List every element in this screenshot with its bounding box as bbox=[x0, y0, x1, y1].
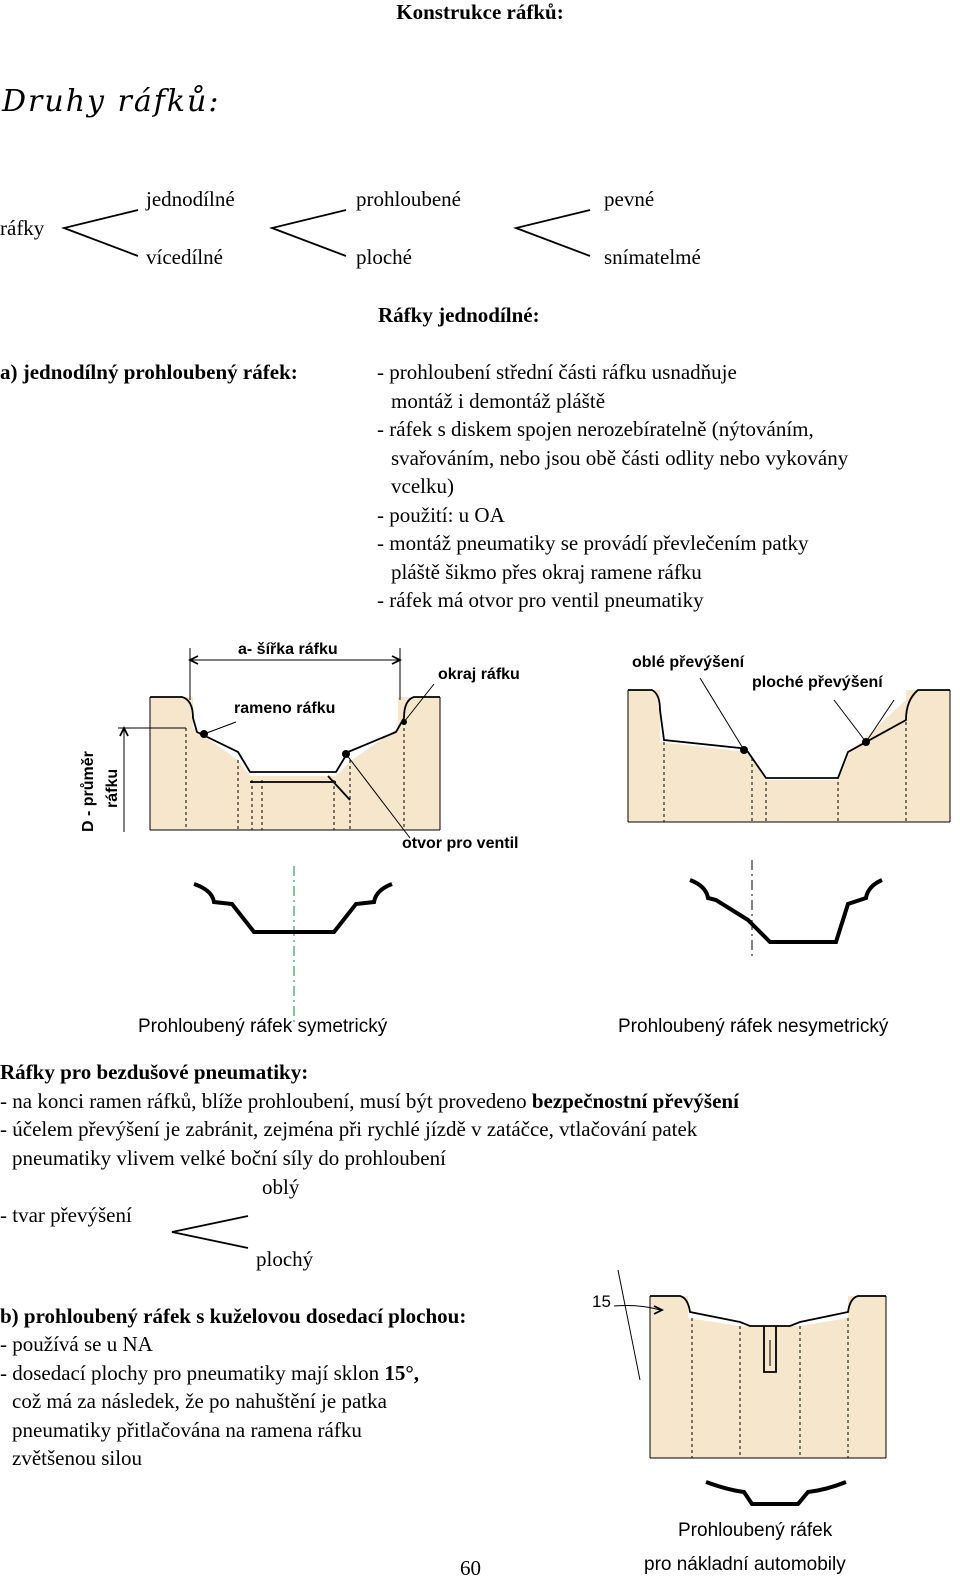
classification-item: prohloubené bbox=[356, 187, 461, 211]
label-flat-hump: ploché převýšení bbox=[752, 674, 883, 691]
text-line bbox=[0, 1361, 419, 1386]
section-b-heading: b) prohloubený ráfek s kuželovou dosedací plochou: bbox=[0, 1304, 467, 1328]
label-rim-width: a- šířka ráfku bbox=[238, 641, 338, 658]
label-round-hump: oblé převýšení bbox=[632, 654, 745, 671]
text-span: - na konci ramen ráfků, blíže prohloubení, musí být provedeno bbox=[0, 1089, 532, 1113]
text-line: pláště šikmo přes okraj ramene ráfku bbox=[391, 560, 702, 584]
text-line: pneumatiky přitlačována na ramena ráfku bbox=[12, 1418, 362, 1442]
shape-option: plochý bbox=[256, 1247, 314, 1271]
text-line: - účelem převýšení je zabránit, zejména při rychlé jízdě v zatáčce, vtlačování patek bbox=[0, 1117, 698, 1141]
caption-truck-2: pro nákladní automobily bbox=[644, 1554, 846, 1575]
text-line: zvětšenou silou bbox=[12, 1446, 143, 1470]
shape-option: oblý bbox=[262, 1175, 300, 1199]
label-valve-hole: otvor pro ventil bbox=[402, 835, 519, 852]
classification-item: pevné bbox=[604, 187, 655, 211]
text-line: - používá se u NA bbox=[0, 1332, 153, 1356]
rim-diagram-asymmetric bbox=[628, 678, 950, 960]
text-line: - montáž pneumatiky se provádí převlečením patky bbox=[377, 531, 809, 555]
section-heading: Ráfky jednodílné: bbox=[378, 303, 540, 327]
caption-symmetric: Prohloubený ráfek symetrický bbox=[138, 1016, 388, 1037]
section-heading: Ráfky pro bezdušové pneumatiky: bbox=[0, 1060, 309, 1084]
text-line: - použití: u OA bbox=[377, 503, 505, 527]
shape-label: - tvar převýšení bbox=[0, 1203, 132, 1227]
classification-item: ploché bbox=[356, 245, 412, 269]
label-rim-diameter: D - průměr bbox=[80, 751, 97, 832]
text-span-bold: bezpečnostní převýšení bbox=[531, 1089, 739, 1113]
text-span-bold: 15°, bbox=[384, 1361, 419, 1385]
handwritten-heading: Druhy ráfků: bbox=[2, 84, 221, 119]
caption-truck-1: Prohloubený ráfek bbox=[678, 1520, 833, 1541]
classification-item: vícedílné bbox=[146, 245, 223, 269]
text-line bbox=[0, 1089, 739, 1114]
label-rim-edge: okraj ráfku bbox=[438, 666, 520, 683]
text-line: což má za následek, že po nahuštění je patka bbox=[12, 1389, 387, 1413]
text-line: pneumatiky vlivem velké boční síly do prohloubení bbox=[12, 1146, 446, 1170]
text-line: montáž i demontáž pláště bbox=[391, 389, 606, 413]
text-line: vcelku) bbox=[391, 474, 454, 498]
label-rim-diameter-2: ráfku bbox=[104, 768, 121, 808]
label-rim-arm: rameno ráfku bbox=[234, 700, 336, 717]
caption-asymmetric: Prohloubený ráfek nesymetrický bbox=[618, 1016, 889, 1037]
text-line: - ráfek s diskem spojen nerozebíratelně (nýtováním, bbox=[377, 417, 814, 441]
classification-root: ráfky bbox=[0, 216, 45, 240]
page-number: 60 bbox=[460, 1556, 481, 1580]
classification-item: snímatelmé bbox=[604, 245, 701, 269]
page-title: Konstrukce ráfků: bbox=[396, 0, 564, 24]
text-span: - dosedací plochy pro pneumatiky mají sklon bbox=[0, 1361, 385, 1385]
text-line: svařováním, nebo jsou obě části odlity nebo vykovány bbox=[391, 446, 849, 470]
label-angle: 15 bbox=[592, 1292, 611, 1311]
text-line: - prohloubení střední části ráfku usnadňuje bbox=[377, 360, 737, 384]
section-a-label: a) jednodílný prohloubený ráfek: bbox=[0, 360, 298, 384]
text-line: - ráfek má otvor pro ventil pneumatiky bbox=[377, 588, 704, 612]
rim-diagram-truck bbox=[614, 1270, 886, 1504]
classification-item: jednodílné bbox=[146, 187, 235, 211]
